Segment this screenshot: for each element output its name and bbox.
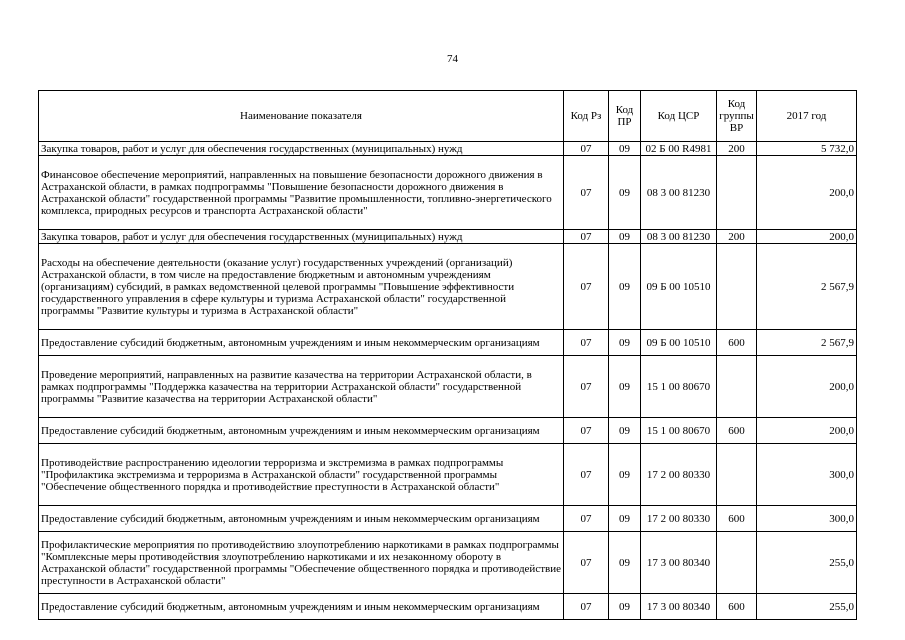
row-rz: 07 (564, 506, 609, 532)
row-rz: 07 (564, 230, 609, 244)
row-amount: 5 732,0 (757, 142, 857, 156)
row-amount: 255,0 (757, 532, 857, 594)
row-vr (717, 156, 757, 230)
header-rz: Код Рз (564, 91, 609, 142)
row-amount: 300,0 (757, 506, 857, 532)
row-name: Закупка товаров, работ и услуг для обеспечения государственных (муниципальных) нужд (39, 142, 564, 156)
row-vr: 600 (717, 330, 757, 356)
row-rz: 07 (564, 532, 609, 594)
row-pr: 09 (609, 244, 641, 330)
table-row (39, 506, 857, 532)
header-csr: Код ЦСР (641, 91, 717, 142)
row-pr: 09 (609, 230, 641, 244)
row-csr: 17 2 00 80330 (641, 444, 717, 506)
row-pr: 09 (609, 594, 641, 620)
header-pr: Код ПР (609, 91, 641, 142)
row-vr (717, 444, 757, 506)
row-amount: 200,0 (757, 156, 857, 230)
row-amount: 200,0 (757, 418, 857, 444)
row-csr: 17 3 00 80340 (641, 532, 717, 594)
row-amount: 200,0 (757, 356, 857, 418)
row-rz: 07 (564, 594, 609, 620)
row-name: Предоставление субсидий бюджетным, автономным учреждениям и иным некоммерческим организациям (39, 506, 564, 532)
row-rz: 07 (564, 444, 609, 506)
row-vr: 600 (717, 418, 757, 444)
table-row (39, 594, 857, 620)
row-vr: 600 (717, 594, 757, 620)
row-vr: 600 (717, 506, 757, 532)
row-name: Закупка товаров, работ и услуг для обеспечения государственных (муниципальных) нужд (39, 230, 564, 244)
row-pr: 09 (609, 156, 641, 230)
row-name: Предоставление субсидий бюджетным, автономным учреждениям и иным некоммерческим организациям (39, 330, 564, 356)
table-row (39, 330, 857, 356)
row-csr: 17 3 00 80340 (641, 594, 717, 620)
row-name: Профилактические мероприятия по противодействию злоупотреблению наркотиками в рамках подпрограммы "Комплексные меры противодействия злоупотреблению наркотиками и их незаконному обороту в Астраханской области" государственной программы "Обеспечение общественного порядка и противодействие преступности в Астраханской области" (39, 532, 564, 594)
row-csr: 17 2 00 80330 (641, 506, 717, 532)
row-vr (717, 244, 757, 330)
row-vr (717, 532, 757, 594)
row-rz: 07 (564, 356, 609, 418)
row-csr: 15 1 00 80670 (641, 356, 717, 418)
table-row (39, 142, 857, 156)
row-csr: 08 3 00 81230 (641, 156, 717, 230)
row-csr: 09 Б 00 10510 (641, 244, 717, 330)
row-csr: 08 3 00 81230 (641, 230, 717, 244)
row-csr: 02 Б 00 R4981 (641, 142, 717, 156)
row-amount: 255,0 (757, 594, 857, 620)
row-vr (717, 356, 757, 418)
row-pr: 09 (609, 418, 641, 444)
header-vr: Код группы ВР (717, 91, 757, 142)
budget-table (38, 90, 857, 620)
row-name: Расходы на обеспечение деятельности (оказание услуг) государственных учреждений (организаций) Астраханской области, в том числе на предоставление бюджетным и автономным учреждениям (организациям) субсидий, в рамках ведомственной целевой программы "Повышение эффективности государственного управления в сфере культуры и туризма Астраханской области" государственной программы "Развитие культуры и туризма в Астраханской области" (39, 244, 564, 330)
table-row (39, 156, 857, 230)
table-row (39, 444, 857, 506)
row-csr: 09 Б 00 10510 (641, 330, 717, 356)
row-rz: 07 (564, 244, 609, 330)
row-rz: 07 (564, 418, 609, 444)
row-pr: 09 (609, 532, 641, 594)
row-amount: 2 567,9 (757, 244, 857, 330)
table-row (39, 418, 857, 444)
row-rz: 07 (564, 156, 609, 230)
table-row (39, 356, 857, 418)
row-name: Проведение мероприятий, направленных на развитие казачества на территории Астраханской области, в рамках подпрограммы "Поддержка казачества на территории Астраханской области" государственной программы "Развитие казачества на территории Астраханской области" (39, 356, 564, 418)
row-csr: 15 1 00 80670 (641, 418, 717, 444)
row-pr: 09 (609, 506, 641, 532)
row-amount: 300,0 (757, 444, 857, 506)
row-rz: 07 (564, 330, 609, 356)
row-pr: 09 (609, 356, 641, 418)
row-pr: 09 (609, 330, 641, 356)
row-name: Противодействие распространению идеологии терроризма и экстремизма в рамках подпрограммы "Профилактика экстремизма и терроризма в Астраханской области" государственной программы "Обеспечение общественного порядка и противодействие преступности в Астраханской области" (39, 444, 564, 506)
table-row (39, 230, 857, 244)
table-header-row (39, 91, 857, 142)
table-row (39, 244, 857, 330)
row-amount: 2 567,9 (757, 330, 857, 356)
row-vr: 200 (717, 142, 757, 156)
row-rz: 07 (564, 142, 609, 156)
header-year: 2017 год (757, 91, 857, 142)
table-row (39, 532, 857, 594)
page-number: 74 (447, 53, 458, 65)
row-name: Предоставление субсидий бюджетным, автономным учреждениям и иным некоммерческим организациям (39, 418, 564, 444)
row-pr: 09 (609, 142, 641, 156)
row-name: Предоставление субсидий бюджетным, автономным учреждениям и иным некоммерческим организациям (39, 594, 564, 620)
row-vr: 200 (717, 230, 757, 244)
header-name: Наименование показателя (39, 91, 564, 142)
row-name: Финансовое обеспечение мероприятий, направленных на повышение безопасности дорожного движения в Астраханской области, в рамках подпрограммы "Повышение безопасности дорожного движения в Астраханской области" государственной программы "Развитие промышленности, топливно-энергетического комплекса, природных ресурсов и транспорта Астраханской области" (39, 156, 564, 230)
row-pr: 09 (609, 444, 641, 506)
row-amount: 200,0 (757, 230, 857, 244)
